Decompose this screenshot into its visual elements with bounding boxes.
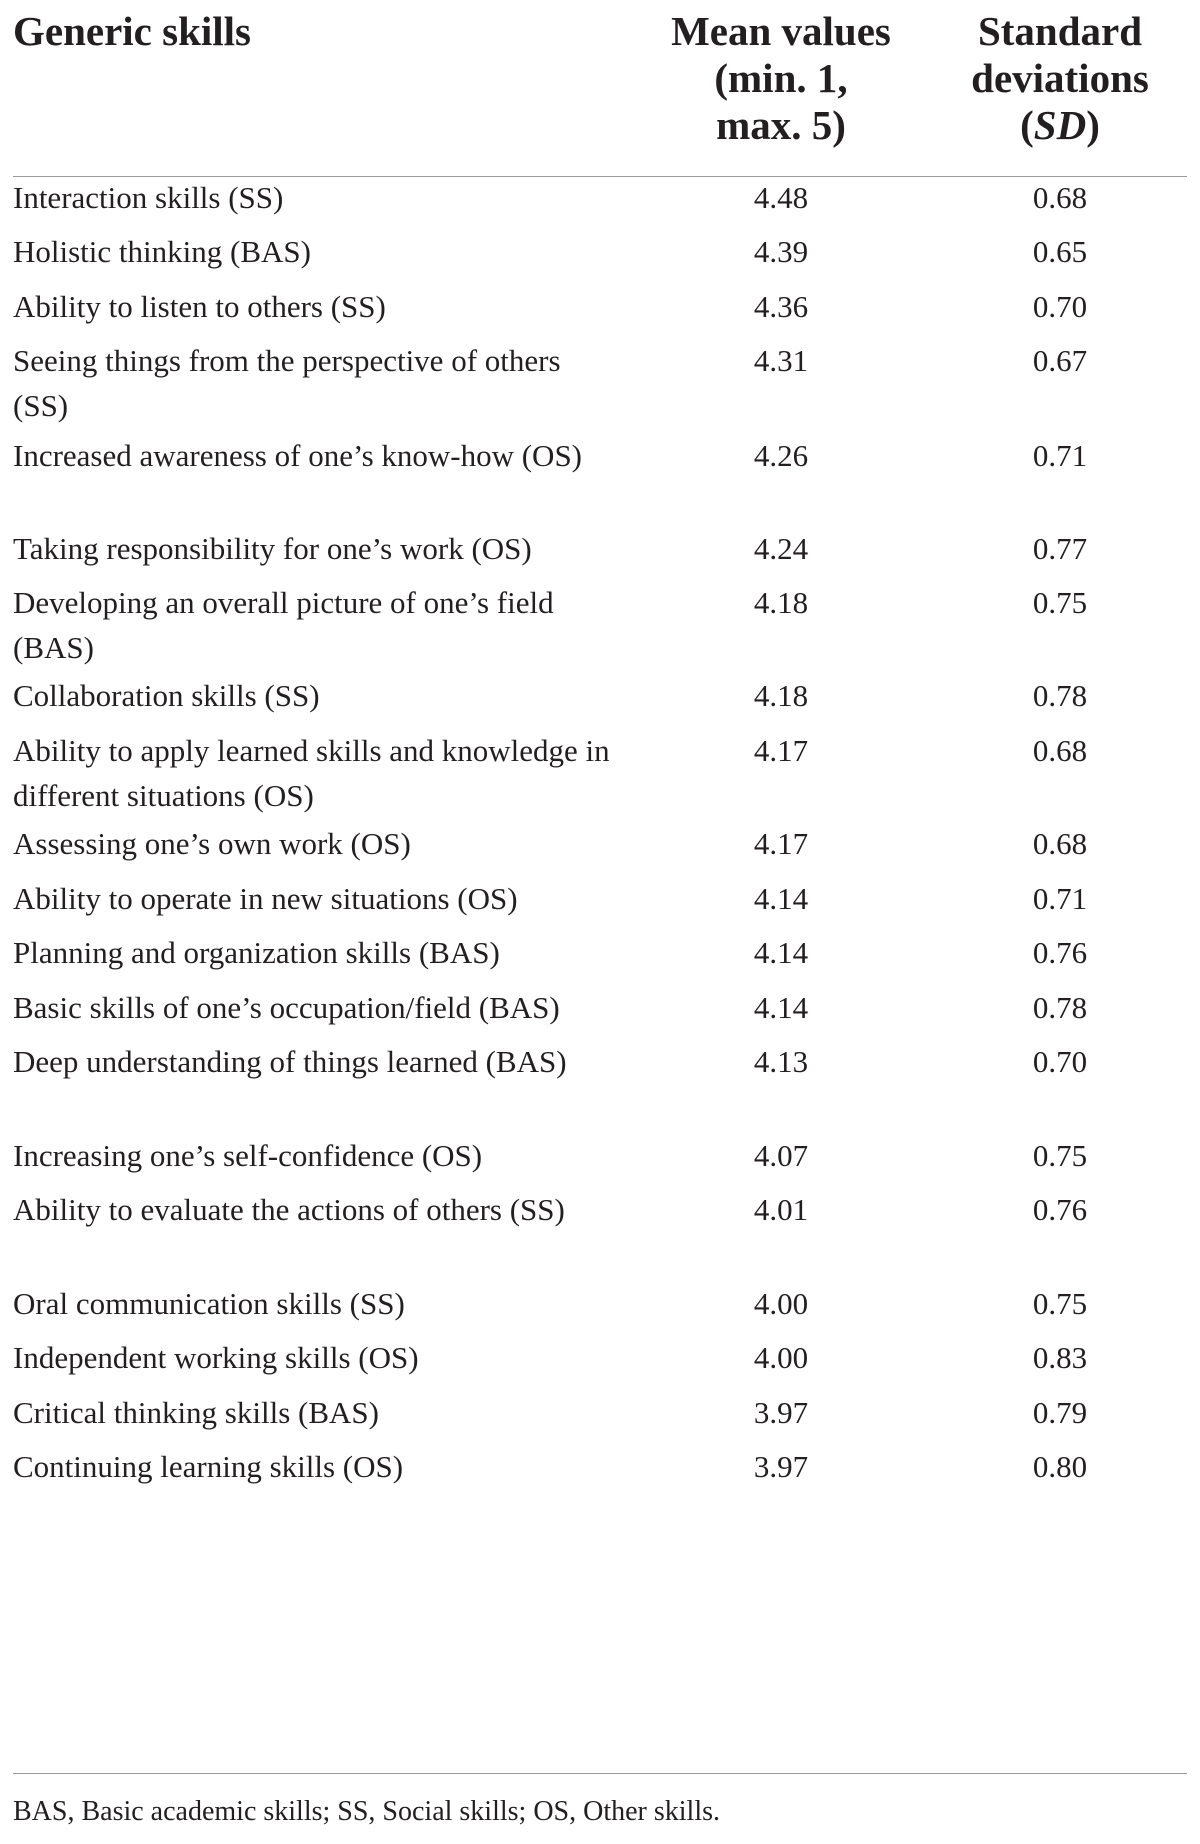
skill-name: Developing an overall picture of one’s field (BAS) [13,585,554,665]
header-mean-line3: max. 5) [716,102,846,148]
header-mean-line1: Mean values [671,8,891,54]
sd-value: 0.80 [1032,1449,1088,1484]
mean-value: 4.39 [753,234,809,269]
skill-name: Taking responsibility for one’s work (OS) [13,531,532,566]
skill-name: Seeing things from the perspective of others (SS) [13,343,561,423]
header-sd-line2: deviations [971,55,1149,101]
skill-name: Assessing one’s own work (OS) [13,826,411,861]
header-mean-line2: (min. 1, [714,55,848,101]
header-generic-skills [13,8,623,55]
table-header [0,8,1200,168]
mean-value: 4.48 [753,180,809,215]
header-sd-line3 [935,102,1185,149]
header-skill-label: Generic skills [13,8,252,54]
skill-name: Ability to apply learned skills and knowledge in different situations (OS) [13,733,610,813]
sd-value: 0.79 [1032,1395,1088,1430]
sd-value: 0.68 [1032,733,1088,768]
sd-value: 0.71 [1032,881,1088,916]
sd-value: 0.78 [1032,678,1088,713]
sd-value: 0.68 [1032,180,1088,215]
mean-value: 4.14 [753,990,809,1025]
header-sd-abbrev: SD [1033,102,1087,148]
skill-name: Basic skills of one’s occupation/field (BAS) [13,990,560,1025]
skill-name: Oral communication skills (SS) [13,1286,405,1321]
mean-value: 4.17 [753,826,809,861]
skill-name: Ability to listen to others (SS) [13,289,386,324]
header-sd-paren-open: ( [1020,102,1034,148]
sd-value: 0.65 [1032,234,1088,269]
mean-value: 4.00 [753,1286,809,1321]
skill-name: Independent working skills (OS) [13,1340,419,1375]
skill-name: Collaboration skills (SS) [13,678,320,713]
header-sd-paren-close: ) [1086,102,1100,148]
mean-value: 4.18 [753,678,809,713]
sd-value: 0.67 [1032,343,1088,378]
sd-value: 0.75 [1032,1286,1088,1321]
sd-value: 0.68 [1032,826,1088,861]
mean-value: 4.07 [753,1138,809,1173]
table-footnote: BAS, Basic academic skills; SS, Social skills; OS, Other skills. [13,1796,720,1827]
mean-value: 4.24 [753,531,809,566]
sd-value: 0.77 [1032,531,1088,566]
mean-value: 4.17 [753,733,809,768]
sd-value: 0.78 [1032,990,1088,1025]
sd-value: 0.76 [1032,935,1088,970]
mean-value: 4.13 [753,1044,809,1079]
sd-value: 0.70 [1032,289,1088,324]
mean-value: 4.14 [753,935,809,970]
header-sd-line1: Standard [977,8,1143,54]
mean-value: 3.97 [753,1449,809,1484]
skill-name: Holistic thinking (BAS) [13,234,311,269]
skill-name: Ability to operate in new situations (OS) [13,881,518,916]
mean-value: 4.26 [753,438,809,473]
mean-value: 4.36 [753,289,809,324]
mean-value: 4.00 [753,1340,809,1375]
footer-divider [13,1773,1187,1774]
mean-value: 4.18 [753,585,809,620]
mean-value: 4.14 [753,881,809,916]
skill-name: Continuing learning skills (OS) [13,1449,404,1484]
skill-name: Deep understanding of things learned (BAS) [13,1044,567,1079]
skill-name: Interaction skills (SS) [13,180,284,215]
mean-value: 3.97 [753,1395,809,1430]
skill-name: Increasing one’s self-confidence (OS) [13,1138,483,1173]
sd-value: 0.75 [1032,585,1088,620]
sd-value: 0.71 [1032,438,1088,473]
sd-value: 0.83 [1032,1340,1088,1375]
mean-value: 4.31 [753,343,809,378]
skill-name: Increased awareness of one’s know-how (OS) [13,438,583,473]
skill-name: Critical thinking skills (BAS) [13,1395,379,1430]
sd-value: 0.70 [1032,1044,1088,1079]
header-standard-deviations [935,8,1185,149]
mean-value: 4.01 [753,1192,809,1227]
skill-name: Ability to evaluate the actions of others (SS) [13,1192,565,1227]
header-mean-values [650,8,912,149]
sd-value: 0.75 [1032,1138,1088,1173]
skill-name: Planning and organization skills (BAS) [13,935,500,970]
sd-value: 0.76 [1032,1192,1088,1227]
